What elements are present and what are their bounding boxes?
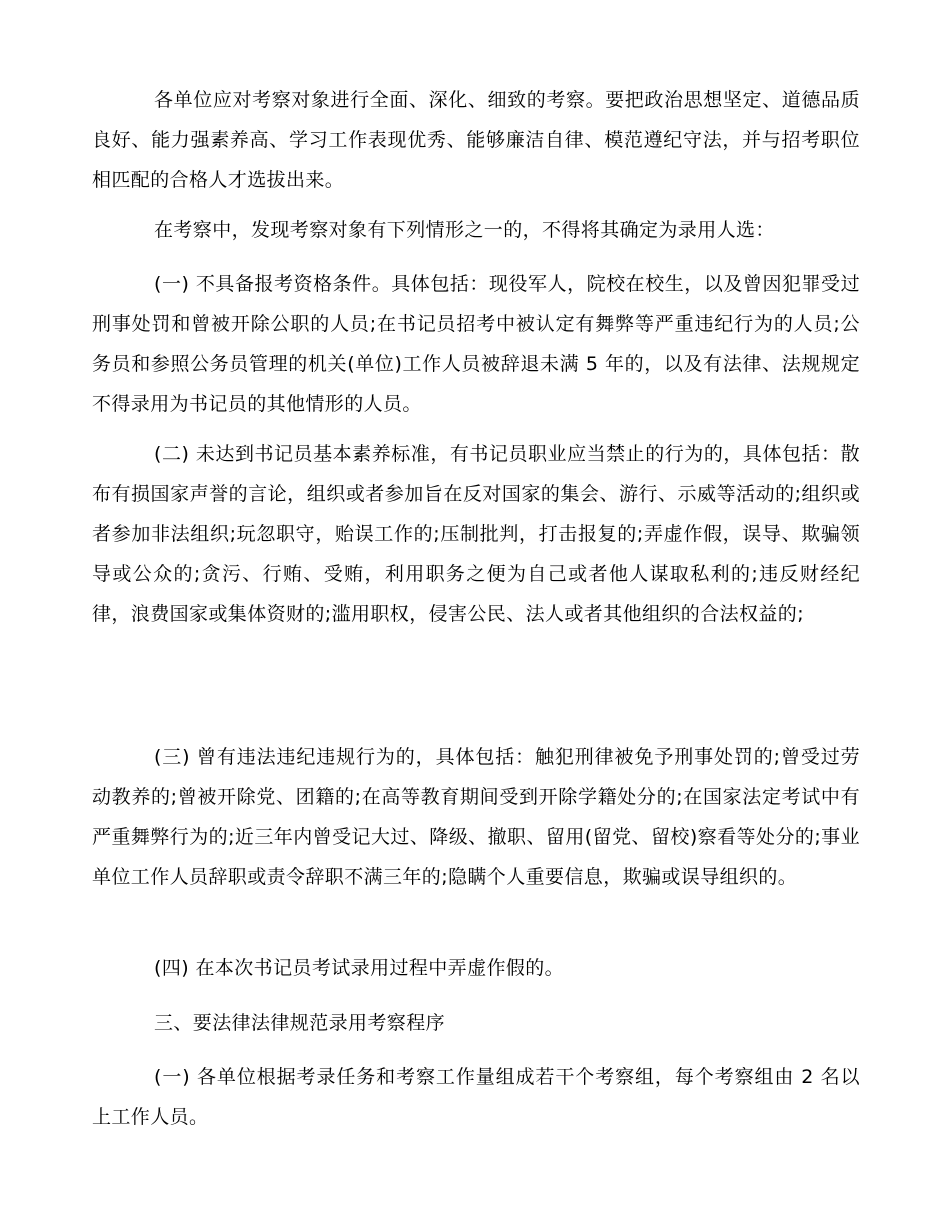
paragraph-assessment-requirements: 各单位应对考察对象进行全面、深化、细致的考察。要把政治思想坚定、道德品质良好、能力强素养高、学习工作表现优秀、能够廉洁自律、模范遵纪守法，并与招考职位相匹配的合格人才选拔出来。 (92, 89, 860, 191)
paragraph-disqualification-intro: 在考察中，发现考察对象有下列情形之一的，不得将其确定为录用人选： (154, 219, 775, 241)
paragraph-item-3: (三) 曾有违法违纪违规行为的，具体包括：触犯刑律被免予刑事处罚的;曾受过劳动教养的;曾被开除党、团籍的;在高等教育期间受到开除学籍处分的;在国家法定考试中有严重舞弊行为的;近三年内曾受记大过、降级、撤职、留用(留党、留校)察看等处分的;事业单位工作人员辞职或责令辞职不满三年的;隐瞒个人重要信息，欺骗或误导组织的。 (92, 746, 860, 888)
paragraph-procedure-1: (一) 各单位根据考录任务和考察工作量组成若干个考察组，每个考察组由 2 名以上工作人员。 (92, 1066, 860, 1128)
paragraph-item-4: (四) 在本次书记员考试录用过程中弄虚作假的。 (154, 957, 565, 979)
paragraph-item-1: (一) 不具备报考资格条件。具体包括：现役军人，院校在校生，以及曾因犯罪受过刑事处罚和曾被开除公职的人员;在书记员招考中被认定有舞弊等严重违纪行为的人员;公务员和参照公务员管理的机关(单位)工作人员被辞退未满 5 年的，以及有法律、法规规定不得录用为书记员的其他情形的人员。 (92, 273, 860, 415)
section-heading-3: 三、要法律法律规范录用考察程序 (154, 1012, 446, 1034)
paragraph-item-2: (二) 未达到书记员基本素养标准，有书记员职业应当禁止的行为的，具体包括：散布有损国家声誉的言论，组织或者参加旨在反对国家的集会、游行、示威等活动的;组织或者参加非法组织;玩忽职守，贻误工作的;压制批判，打击报复的;弄虚作假，误导、欺骗领导或公众的;贪污、行贿、受贿，利用职务之便为自己或者他人谋取私利的;违反财经纪律，浪费国家或集体资财的;滥用职权，侵害公民、法人或者其他组织的合法权益的; (92, 443, 860, 625)
